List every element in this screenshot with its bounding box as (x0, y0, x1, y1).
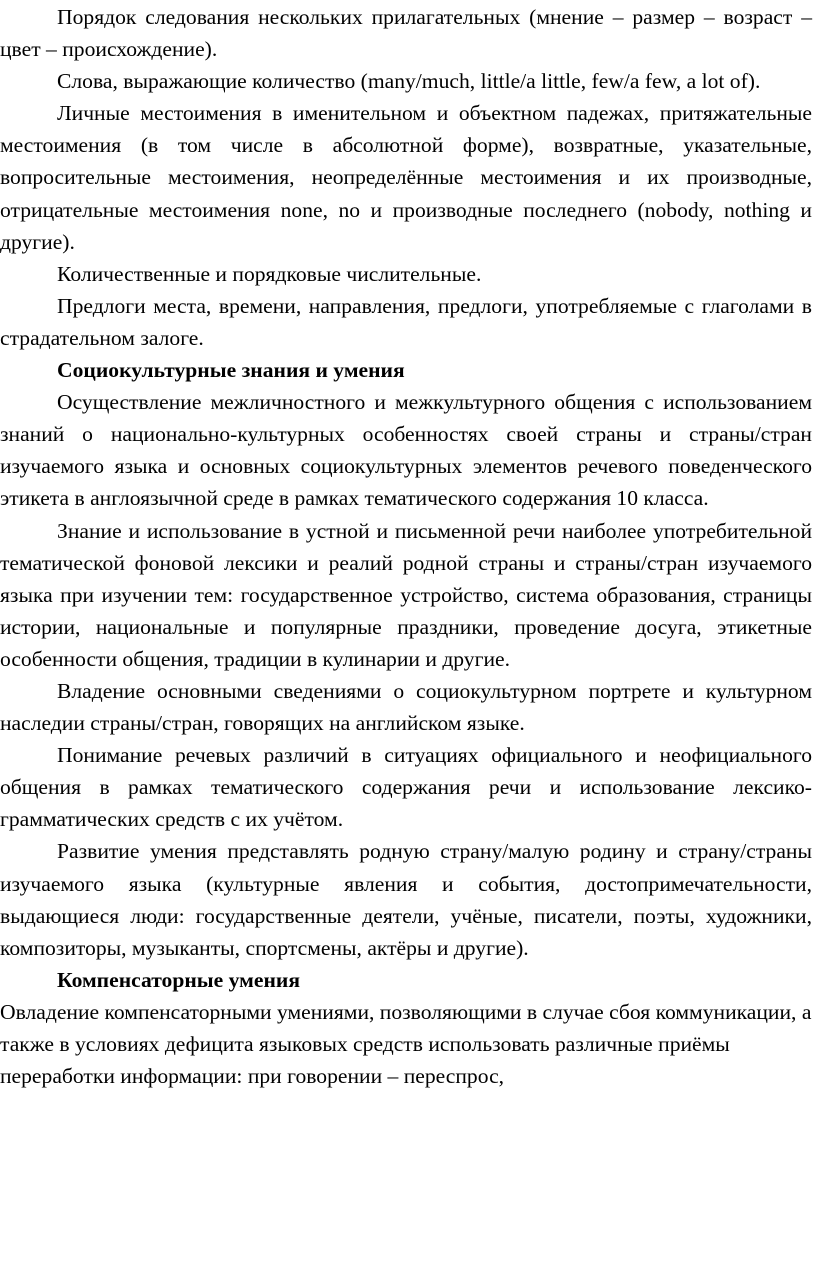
paragraph-quantity-words: Слова, выражающие количество (many/much, little/a little, few/a few, a lot of). (57, 69, 761, 94)
section-heading-sociocultural: Социокультурные знания и умения (57, 358, 405, 383)
paragraph-pronouns: Личные местоимения в именительном и объектном падежах, притяжательные местоимения (в том числе в абсолютной форме), возвратные, указательные, вопросительные местоимения, неопределённые местоимения и их производные, отрицательные местоимения none, no и производные последнего (nobody, nothing и другие). (0, 101, 812, 254)
paragraph-compensatory-skills: Овладение компенсаторными умениями, позволяющими в случае сбоя коммуникации, а также в условиях дефицита языковых средств использовать различные приёмы переработки информации: при говорении – переспрос, (0, 999, 812, 1089)
section-heading-compensatory: Компенсаторные умения (57, 967, 301, 992)
paragraph-present-country: Развитие умения представлять родную страну/малую родину и страну/страны изучаемого языка (культурные явления и события, достопримечательности, выдающиеся люди: государственные деятели, учёные, писатели, поэты, художники, композиторы, музыканты, спортсмены, актёры и другие). (0, 839, 812, 960)
paragraph-adjective-order: Порядок следования нескольких прилагательных (мнение – размер – возраст – цвет – происхождение). (0, 5, 812, 62)
paragraph-prepositions: Предлоги места, времени, направления, предлоги, употребляемые с глаголами в страдательном залоге. (0, 293, 812, 350)
paragraph-communication: Осуществление межличностного и межкультурного общения с использованием знаний о национально-культурных особенностях своей страны и страны/стран изучаемого языка и основных социокультурных элементов речевого поведенческого этикета в англоязычной среде в рамках тематического содержания 10 класса. (0, 390, 812, 511)
paragraph-numerals: Количественные и порядковые числительные. (57, 261, 482, 286)
paragraph-vocabulary-realia: Знание и использование в устной и письменной речи наиболее употребительной тематической фоновой лексики и реалий родной страны и страны/стран изучаемого языка при изучении тем: государственное устройство, система образования, страницы истории, национальные и популярные праздники, проведение досуга, этикетные особенности общения, традиции в кулинарии и другие. (0, 518, 812, 671)
paragraph-speech-differences: Понимание речевых различий в ситуациях официального и неофициального общения в рамках тематического содержания речи и использование лексико-грамматических средств с их учётом. (0, 743, 812, 832)
paragraph-cultural-heritage: Владение основными сведениями о социокультурном портрете и культурном наследии страны/стран, говорящих на английском языке. (0, 678, 812, 736)
